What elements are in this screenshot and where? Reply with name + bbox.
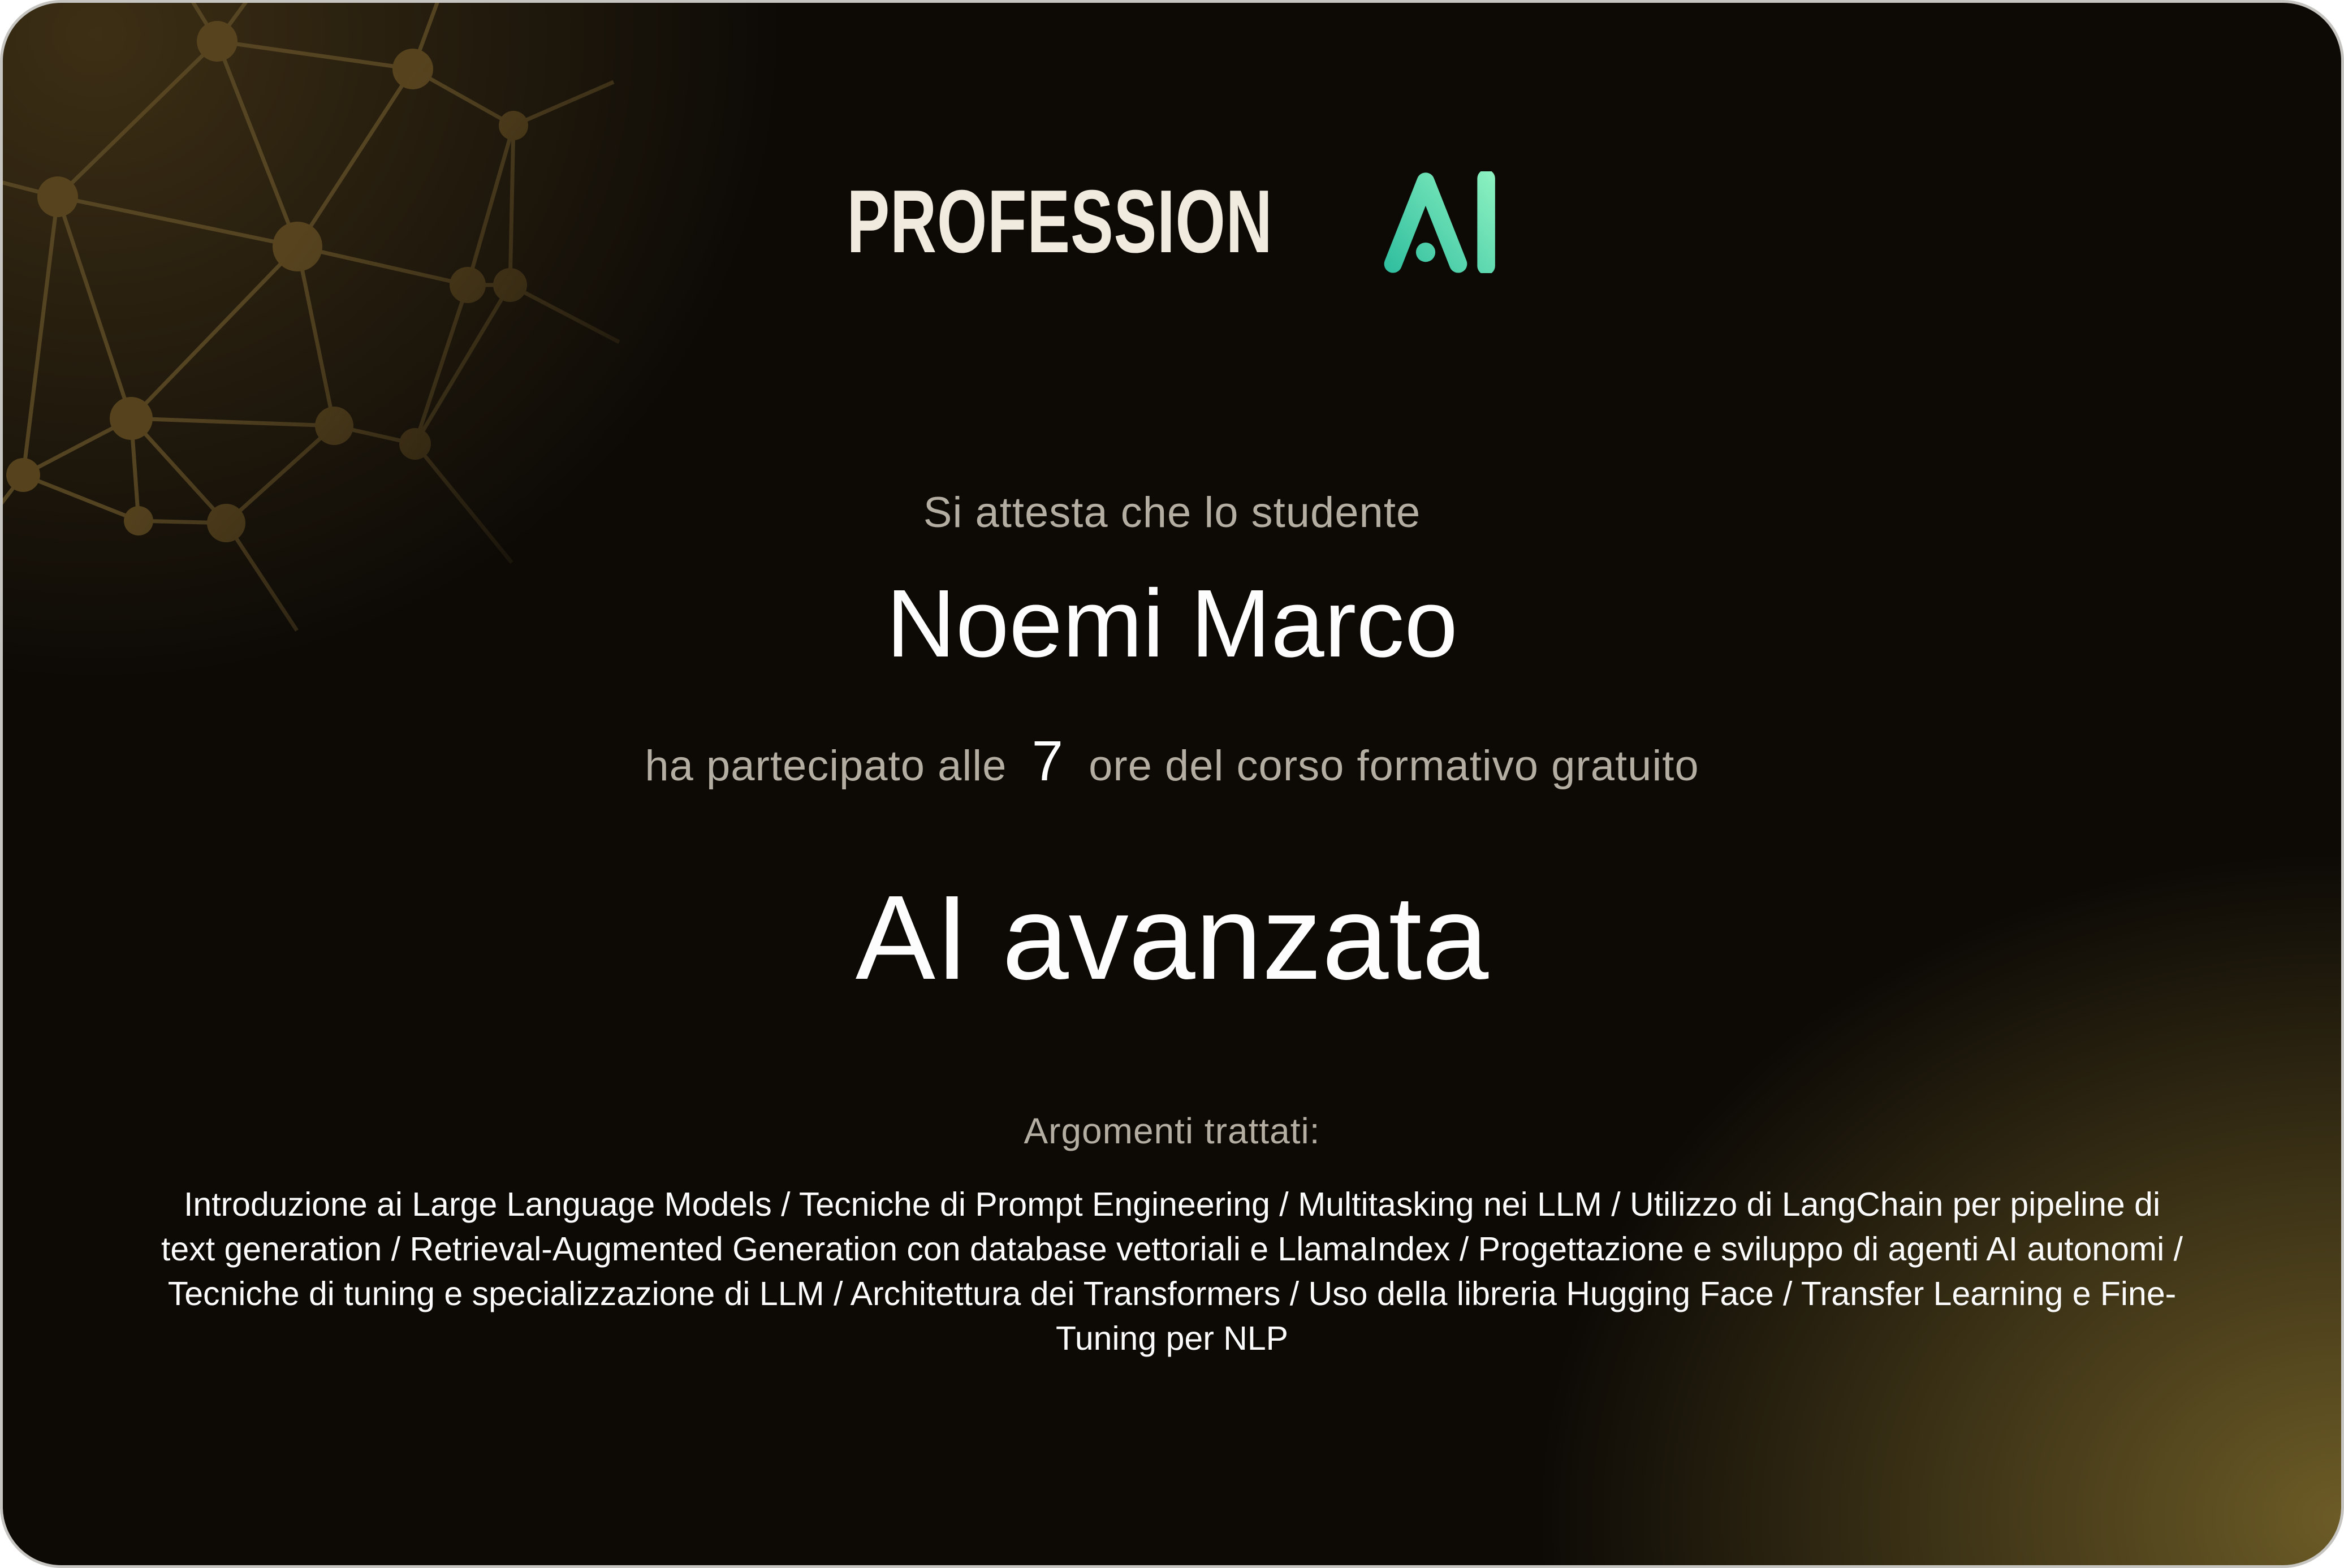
participation-hours: 7 <box>1031 729 1064 793</box>
participation-prefix: ha partecipato alle <box>645 742 1007 790</box>
attestation-label: Si attesta che lo studente <box>923 489 1421 537</box>
course-title: AI avanzata <box>855 870 1489 1004</box>
participation-line <box>3 729 2341 798</box>
logo-wordmark: PROFESSION <box>847 172 1273 271</box>
student-name: Noemi Marco <box>886 570 1458 677</box>
participation-suffix: ore del corso formativo gratuito <box>1089 742 1699 790</box>
ai-logo-icon <box>1384 171 1498 273</box>
topics-text: Introduzione ai Large Language Models / Tecniche di Prompt Engineering / Multitasking nei LLM / Utilizzo di LangChain per pipeline di text generation / Retrieval-Augmented Generation con database vettoriali e LlamaIndex / Progettazione e sviluppo di agenti AI autonomi / Tecniche di tuning e specializzazione di LLM / Architettura dei Transformers / Uso della libreria Hugging Face / Transfer Learning e Fine-Tuning per NLP <box>161 1186 2183 1357</box>
topics-label: Argomenti trattati: <box>1024 1111 1320 1151</box>
profession-ai-logo <box>3 170 2341 274</box>
network-sphere-graphic <box>3 3 653 636</box>
